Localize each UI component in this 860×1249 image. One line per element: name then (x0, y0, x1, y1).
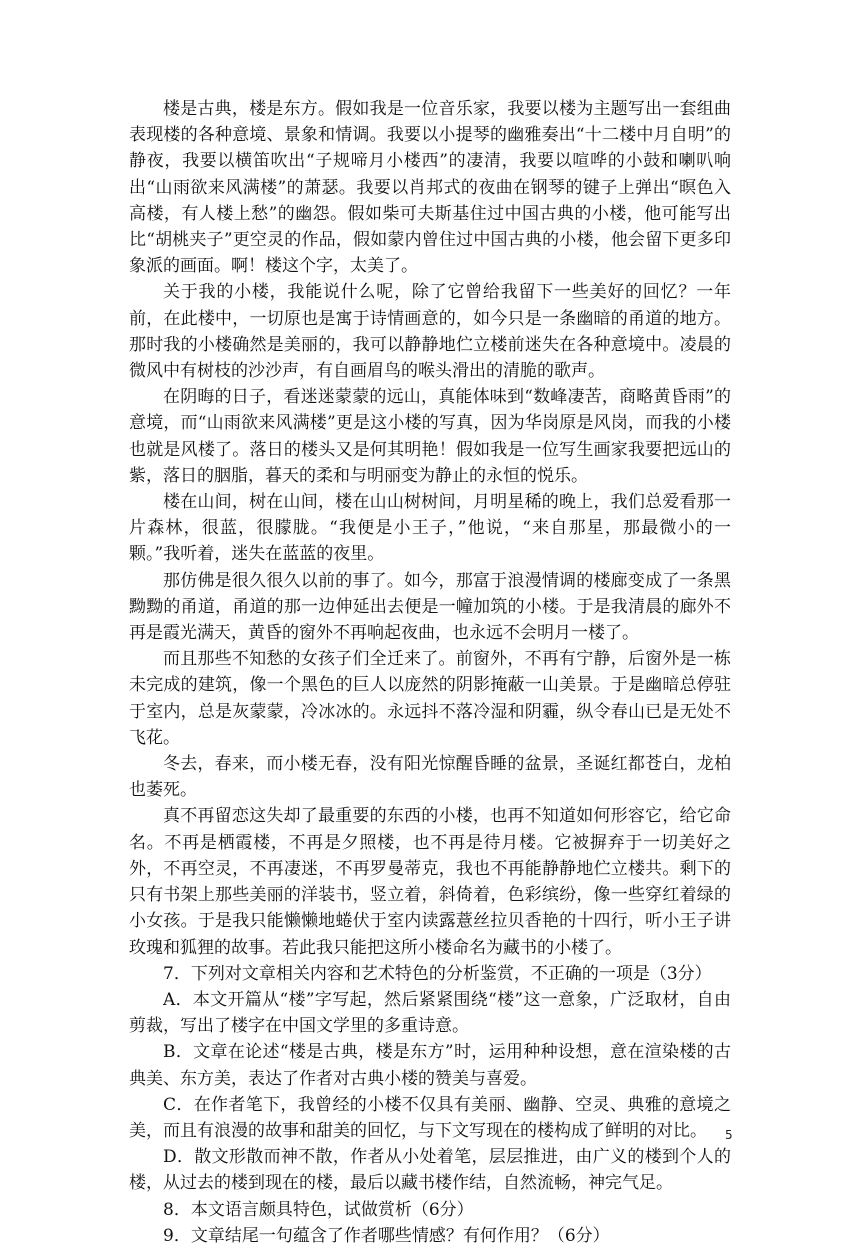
page-number: 5 (725, 1128, 733, 1142)
paragraph-4: 楼在山间，树在山间，楼在山山树树间，月明星稀的晚上，我们总爱看那一片森林，很蓝，很朦胧。“我便是小王子，”他说，“来自那星，那最微小的一颗。”我听着，迷失在蓝蓝的夜里。 (129, 492, 731, 565)
paragraph-7: 冬去，春来，而小楼无春，没有阳光惊醒昏睡的盆景，圣诞红都苍白，龙柏也萎死。 (129, 754, 731, 801)
paragraph-6: 而且那些不知愁的女孩子们全迁来了。前窗外，不再有宁静，后窗外是一栋未完成的建筑，像一个黑色的巨人以庞然的阴影掩蔽一山美景。于是幽暗总停驻于室内，总是灰蒙蒙，冷冰冰的。永远抖不落冷湿和阴霾，纵令春山已是无处不飞花。 (129, 649, 731, 748)
question-7-stem: 7．下列对文章相关内容和艺术特色的分析鉴赏，不正确的一项是（3分） (163, 963, 712, 984)
paragraph-3: 在阴晦的日子，看迷迷蒙蒙的远山，真能体味到“数峰凄苦，商略黄昏雨”的意境，而“山雨欲来风满楼”更是这小楼的写真，因为华岗原是风岗，而我的小楼也就是风楼了。落日的楼头又是何其明艳！假如我是一位写生画家我要把远山的紫，落日的胭脂，暮天的柔和与明丽变为静止的永恒的悦乐。 (129, 387, 731, 486)
paragraph-2: 关于我的小楼，我能说什么呢，除了它曾给我留下一些美好的回忆？一年前，在此楼中，一切原也是寓于诗情画意的，如今只是一条幽暗的甬道的地方。那时我的小楼确然是美丽的，我可以静静地伫立楼前迷失在各种意境中。凌晨的微风中有树枝的沙沙声，有自画眉鸟的喉头滑出的清脆的歌声。 (129, 282, 731, 382)
question-7-option-c: C．在作者笔下，我曾经的小楼不仅具有美丽、幽静、空灵、典雅的意境之美，而且有浪漫的故事和甜美的回忆，与下文写现在的楼构成了鲜明的对比。 (129, 1094, 731, 1141)
question-7-option-d: D．散文形散而神不散，作者从小处着笔，层层推进，由广义的楼到个人的楼，从过去的楼到现在的楼，最后以藏书楼作结，自然流畅，神完气足。 (129, 1147, 731, 1194)
paragraph-8: 真不再留恋这失却了最重要的东西的小楼，也再不知道如何形容它，给它命名。不再是栖霞楼，不再是夕照楼，也不再是待月楼。它被摒弃于一切美好之外，不再空灵，不再凄迷，不再罗曼蒂克，我也不再能静静地伫立楼共。剩下的只有书架上那些美丽的洋装书，竖立着，斜倚着，色彩缤纷，像一些穿红着绿的小女孩。于是我只能懒懒地蜷伏于室内读露薏丝拉贝香艳的十四行，听小王子讲玫瑰和狐狸的故事。若此我只能把这所小楼命名为藏书的小楼了。 (129, 806, 731, 958)
paragraph-1: 楼是古典，楼是东方。假如我是一位音乐家，我要以楼为主题写出一套组曲表现楼的各种意境、景象和情调。我要以小提琴的幽雅奏出“十二楼中月自明”的静夜，我要以横笛吹出“子规啼月小楼西”的凄清，我要以喧哗的小鼓和喇叭响出“山雨欲来风满楼”的萧瑟。我要以肖邦式的夜曲在钢琴的键子上弹出“暝色入高楼，有人楼上愁”的幽怨。假如柴可夫斯基住过中国古典的小楼，他可能写出比“胡桃夹子”更空灵的作品，假如蒙内曾住过中国古典的小楼，他会留下更多印象派的画面。啊！楼这个字，太美了。 (129, 99, 731, 277)
document-body (129, 96, 731, 1249)
paragraph-5: 那仿佛是很久很久以前的事了。如今，那富于浪漫情调的楼廊变成了一条黑黝黝的甬道，甬道的那一边伸延出去便是一幢加筑的小楼。于是我清晨的廊外不再是霞光满天，黄昏的窗外不再响起夜曲，也永远不会明月一楼了。 (129, 570, 731, 644)
question-9: 9．文章结尾一句蕴含了作者哪些情感？有何作用？（6分） (163, 1225, 610, 1246)
question-7-option-a: A．本文开篇从“楼”字写起，然后紧紧围绕“楼”这一意象，广泛取材，自由剪裁，写出了楼字在中国文学里的多重诗意。 (129, 989, 731, 1037)
question-8: 8．本文语言颇具特色，试做赏析（6分） (163, 1199, 474, 1220)
question-7-option-b: B．文章在论述“楼是古典，楼是东方”时，运用种种设想，意在渲染楼的古典美、东方美，表达了作者对古典小楼的赞美与喜爱。 (129, 1042, 731, 1089)
